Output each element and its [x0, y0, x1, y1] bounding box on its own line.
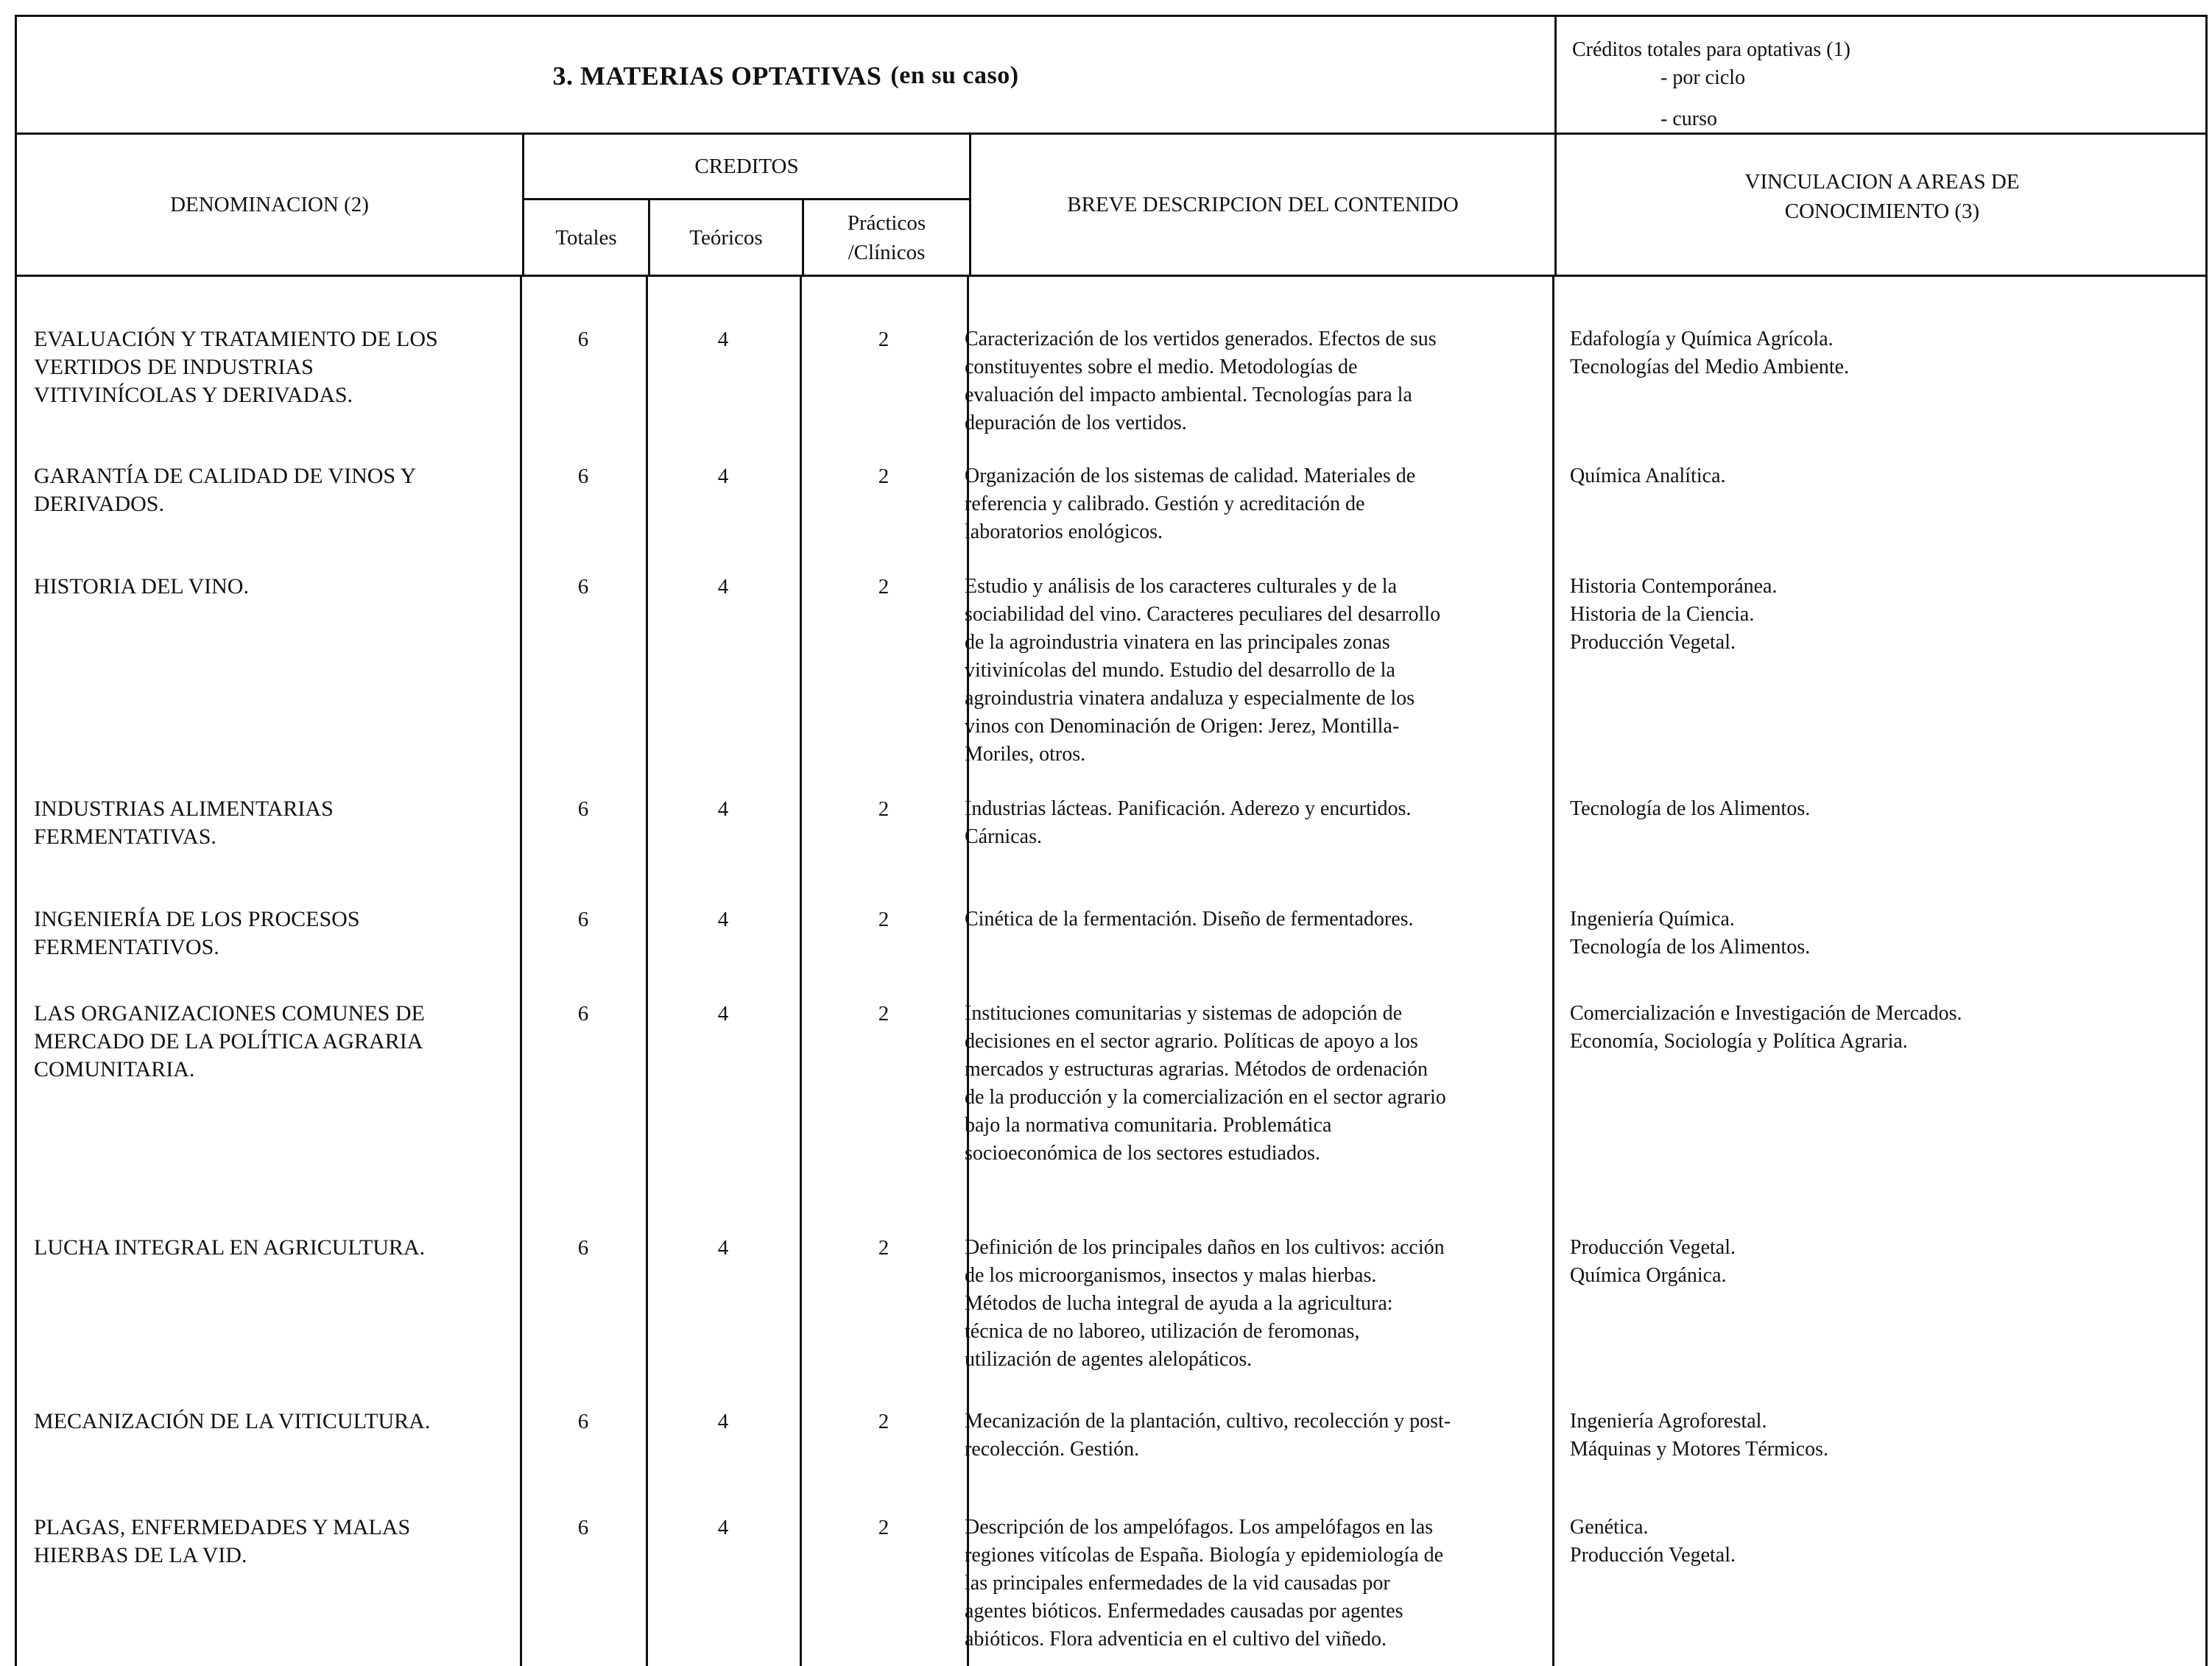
subject-name-line: FERMENTATIVAS. [34, 825, 216, 849]
knowledge-areas [1570, 1408, 2188, 1464]
subject-description [965, 906, 1546, 933]
creditos-divider [524, 198, 969, 200]
subject-description [965, 1234, 1546, 1374]
per-cycle-label: - por ciclo [1660, 66, 1746, 89]
subject-name-line: GARANTÍA DE CALIDAD DE VINOS Y [34, 464, 417, 488]
subject-description [965, 325, 1546, 437]
subject-name [34, 325, 520, 409]
body-border-left [15, 277, 17, 1666]
subject-name-line: VERTIDOS DE INDUSTRIAS [34, 355, 314, 379]
credits-theory: 4 [717, 797, 729, 821]
knowledge-areas-line: Comercialización e Investigación de Mercados. [1570, 1002, 1962, 1025]
subject-description-line: Mecanización de la plantación, cultivo, recolección y post- [965, 1410, 1451, 1433]
subject-description-line: Estudio y análisis de los caracteres culturales y de la [965, 575, 1398, 598]
credits-practice: 2 [878, 465, 890, 488]
subject-description-line: Moriles, otros. [965, 743, 1086, 766]
credits-theory: 4 [717, 465, 729, 488]
col-vinculacion-line1: VINCULACION A AREAS DE [1744, 170, 2020, 194]
subject-name-line: PLAGAS, ENFERMEDADES Y MALAS [34, 1515, 411, 1539]
credits-practice: 2 [878, 1236, 890, 1260]
subject-name-line: HISTORIA DEL VINO. [34, 574, 249, 599]
title-suffix: (en su caso) [890, 62, 1019, 89]
knowledge-areas [1570, 906, 2188, 961]
subject-description-line: Descripción de los ampelófagos. Los ampelófagos en las [965, 1516, 1434, 1539]
knowledge-areas-line: Economía, Sociología y Política Agraria. [1570, 1030, 1908, 1053]
subject-name-line: MERCADO DE LA POLÍTICA AGRARIA [34, 1029, 423, 1053]
body-divider [1552, 277, 1554, 1666]
subject-description-line: bajo la normativa comunitaria. Problemática [965, 1114, 1332, 1137]
subject-description-line: laboratorios enológicos. [965, 520, 1163, 543]
subject-description [965, 1514, 1546, 1653]
credits-theory: 4 [717, 908, 729, 931]
body-border-right [2205, 277, 2208, 1666]
knowledge-areas [1570, 573, 2188, 657]
knowledge-areas-line: Producción Vegetal. [1570, 1236, 1736, 1259]
subject-description-line: depuración de los vertidos. [965, 412, 1187, 434]
subject-description [965, 462, 1546, 546]
per-course-label: - curso [1660, 107, 1717, 130]
credits-theory: 4 [717, 575, 729, 599]
credits-total: 6 [577, 1236, 589, 1260]
subject-description-line: Instituciones comunitarias y sistemas de adopción de [965, 1002, 1403, 1025]
credits-theory: 4 [717, 1410, 729, 1433]
knowledge-areas-line: Tecnologías del Medio Ambiente. [1570, 356, 1850, 378]
credits-total: 6 [577, 465, 589, 488]
subject-name-line: MECANIZACIÓN DE LA VITICULTURA. [34, 1409, 431, 1433]
subject-description-line: Industrias lácteas. Panificación. Aderezo y encurtidos. [965, 797, 1412, 820]
knowledge-areas-line: Producción Vegetal. [1570, 1544, 1736, 1567]
subject-name [34, 795, 520, 851]
subject-name-line: INDUSTRIAS ALIMENTARIAS [34, 797, 334, 821]
knowledge-areas [1570, 462, 2188, 490]
credits-theory: 4 [717, 1516, 729, 1539]
credits-practice: 2 [878, 908, 890, 931]
credits-practice: 2 [878, 1516, 890, 1539]
column-header-row [15, 133, 2208, 277]
subject-description-line: utilización de agentes alelopáticos. [965, 1348, 1253, 1371]
subject-name [34, 573, 520, 601]
subject-description-line: de los microorganismos, insectos y malas hierbas. [965, 1264, 1377, 1287]
title-text: 3. MATERIAS OPTATIVAS [552, 61, 882, 91]
subject-description-line: agentes bióticos. Enfermedades causadas por agentes [965, 1600, 1403, 1623]
credits-total: 6 [577, 908, 589, 931]
knowledge-areas-line: Ingeniería Química. [1570, 908, 1735, 931]
col-vinculacion-line2: CONOCIMIENTO (3) [1784, 200, 1980, 223]
col-creditos: CREDITOS [694, 155, 799, 178]
credits-theory: 4 [717, 1236, 729, 1260]
subject-description [965, 1000, 1546, 1168]
subject-name [34, 906, 520, 961]
subject-description-line: de la producción y la comercialización en el sector agrario [965, 1086, 1446, 1109]
knowledge-areas [1570, 1514, 2188, 1570]
subject-description-line: Organización de los sistemas de calidad. Materiales de [965, 465, 1416, 487]
col-totales: Totales [555, 226, 617, 250]
subject-description-line: agroindustria vinatera andaluza y especialmente de los [965, 687, 1415, 710]
col-vinculacion [1557, 135, 2208, 275]
credits-total: 6 [577, 1516, 589, 1539]
credits-theory: 4 [717, 328, 729, 351]
col-practicos [804, 201, 969, 275]
knowledge-areas-line: Ingeniería Agroforestal. [1570, 1410, 1767, 1433]
credits-total: 6 [577, 328, 589, 351]
subject-name-line: DERIVADOS. [34, 492, 164, 516]
knowledge-areas-line: Historia de la Ciencia. [1570, 603, 1755, 626]
body-divider [646, 277, 648, 1666]
subject-name [34, 1514, 520, 1570]
subject-description [965, 573, 1546, 769]
col-denominacion: DENOMINACION (2) [170, 193, 369, 216]
subject-description-line: sociabilidad del vino. Caracteres peculiares del desarrollo [965, 603, 1441, 626]
credits-practice: 2 [878, 328, 890, 351]
col-descripcion: BREVE DESCRIPCION DEL CONTENIDO [1067, 193, 1459, 216]
knowledge-areas-line: Tecnología de los Alimentos. [1570, 936, 1811, 959]
knowledge-areas [1570, 1000, 2188, 1056]
subject-description-line: constituyentes sobre el medio. Metodologías de [965, 356, 1358, 378]
subject-description-line: evaluación del impacto ambiental. Tecnologías para la [965, 384, 1412, 406]
table-title-row [15, 15, 2208, 133]
subject-name-line: LAS ORGANIZACIONES COMUNES DE [34, 1001, 425, 1026]
subject-description-line: vitivinícolas del mundo. Estudio del desarrollo de la [965, 659, 1395, 682]
total-credits-box [1572, 36, 1850, 133]
subject-description-line: Cinética de la fermentación. Diseño de fermentadores. [965, 908, 1414, 931]
subject-name [34, 462, 520, 518]
credits-practice: 2 [878, 1410, 890, 1433]
subject-description-line: las principales enfermedades de la vid causadas por [965, 1572, 1390, 1595]
subject-name-line: FERMENTATIVOS. [34, 935, 219, 959]
subject-description-line: referencia y calibrado. Gestión y acreditación de [965, 493, 1365, 515]
knowledge-areas [1570, 795, 2188, 823]
col-teoricos: Teóricos [689, 226, 763, 250]
subject-name-line: EVALUACIÓN Y TRATAMIENTO DE LOS [34, 327, 438, 351]
subject-description-line: técnica de no laboreo, utilización de feromonas, [965, 1320, 1360, 1343]
credits-total: 6 [577, 575, 589, 599]
subject-description [965, 1408, 1546, 1464]
col-practicos-line1: Prácticos [847, 211, 926, 235]
subject-description-line: abióticos. Flora adventicia en el cultivo del viñedo. [965, 1628, 1387, 1651]
subject-description-line: recolección. Gestión. [965, 1438, 1140, 1461]
subject-name [34, 1000, 520, 1084]
knowledge-areas-line: Tecnología de los Alimentos. [1570, 797, 1811, 820]
credits-total: 6 [577, 1410, 589, 1433]
knowledge-areas-line: Edafología y Química Agrícola. [1570, 328, 1834, 350]
knowledge-areas-line: Química Analítica. [1570, 465, 1726, 487]
optional-subjects-table [15, 15, 2208, 1666]
subject-description-line: regiones vitícolas de España. Biología y epidemiología de [965, 1544, 1444, 1567]
knowledge-areas-line: Historia Contemporánea. [1570, 575, 1778, 598]
knowledge-areas [1570, 325, 2188, 381]
subject-description-line: Cárnicas. [965, 825, 1042, 848]
body-divider [520, 277, 522, 1666]
subject-name-line: COMUNITARIA. [34, 1057, 195, 1081]
subject-description [965, 795, 1546, 851]
subject-description-line: vinos con Denominación de Origen: Jerez, Montilla- [965, 715, 1400, 738]
subject-name-line: LUCHA INTEGRAL EN AGRICULTURA. [34, 1235, 426, 1260]
subject-description-line: Caracterización de los vertidos generados. Efectos de sus [965, 328, 1437, 350]
credits-total: 6 [577, 797, 589, 821]
subject-description-line: decisiones en el sector agrario. Políticas de apoyo a los [965, 1030, 1418, 1053]
credits-practice: 2 [878, 797, 890, 821]
subject-description-line: mercados y estructuras agrarias. Métodos de ordenación [965, 1058, 1428, 1081]
subject-description-line: de la agroindustria vinatera en las principales zonas [965, 631, 1390, 654]
knowledge-areas-line: Química Orgánica. [1570, 1264, 1727, 1287]
credits-practice: 2 [878, 1002, 890, 1026]
subject-name-line: INGENIERÍA DE LOS PROCESOS [34, 907, 360, 931]
subject-description-line: Métodos de lucha integral de ayuda a la agricultura: [965, 1292, 1393, 1315]
knowledge-areas-line: Genética. [1570, 1516, 1649, 1539]
credits-theory: 4 [717, 1002, 729, 1026]
subject-name-line: VITIVINÍCOLAS Y DERIVADAS. [34, 383, 353, 407]
title-divider [1554, 17, 1557, 135]
knowledge-areas [1570, 1234, 2188, 1290]
subject-name [34, 1234, 520, 1262]
subject-name-line: HIERBAS DE LA VID. [34, 1543, 247, 1567]
knowledge-areas-line: Máquinas y Motores Térmicos. [1570, 1438, 1828, 1461]
page-title [17, 17, 1554, 135]
subject-name [34, 1408, 520, 1436]
credits-total: 6 [577, 1002, 589, 1026]
table-body [15, 277, 2208, 1666]
col-practicos-line2: /Clínicos [848, 241, 926, 264]
subject-description-line: Definición de los principales daños en los cultivos: acción [965, 1236, 1445, 1259]
subject-description-line: socioeconómica de los sectores estudiados. [965, 1142, 1320, 1165]
knowledge-areas-line: Producción Vegetal. [1570, 631, 1736, 654]
total-credits-label: Créditos totales para optativas (1) [1572, 38, 1850, 61]
credits-practice: 2 [878, 575, 890, 599]
body-divider [800, 277, 802, 1666]
